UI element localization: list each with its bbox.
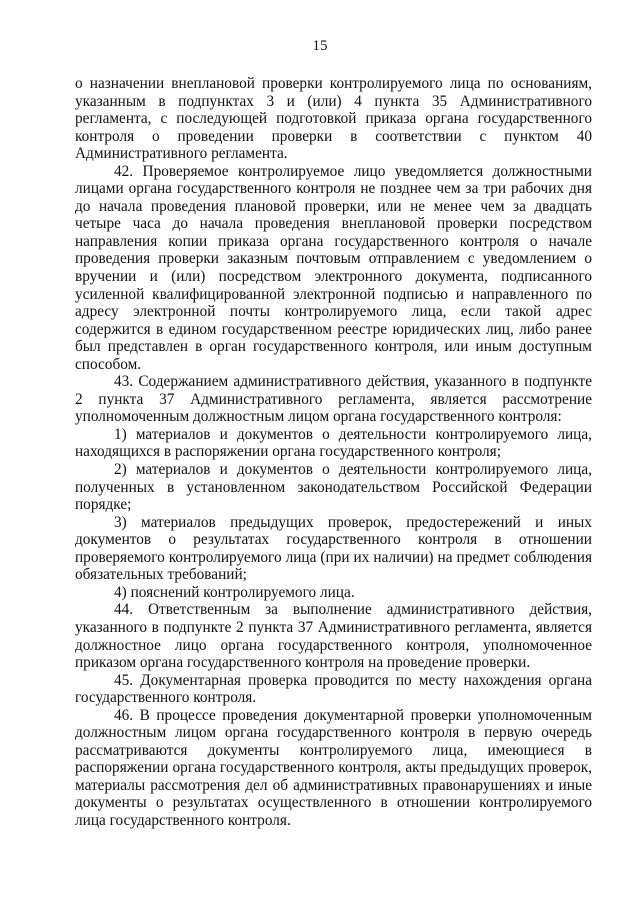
paragraph-42: 42. Проверяемое контролируемое лицо уведомляется должностными лицами органа государственного контроля не позднее чем за три рабочих дня до начала проведения плановой проверки, или не менее чем за двадцать четыре часа до начала проведения внеплановой проверки посредством направления копии приказа органа государственного контроля о начале проведения проверки заказным почтовым отправлением с уведомлением о вручении и (или) посредством электронного документа, подписанного усиленной квалифицированной электронной подписью и направленного по адресу электронной почты контролируемого лица, если такой адрес содержится в едином государственном реестре юридических лиц, либо ранее был представлен в орган государственного контроля, или иным доступным способом. bbox=[75, 162, 592, 373]
paragraph-43-item-4: 4) пояснений контролируемого лица. bbox=[114, 583, 355, 601]
paragraph-continuation: о назначении внеплановой проверки контролируемого лица по основаниям, указанным в подпунктах 3 и (или) 4 пункта 35 Административного регламента, с последующей подготовкой приказа органа государственного контроля о проведении проверки в соответствии с пунктом 40 Административного регламента. bbox=[75, 75, 592, 163]
document-body bbox=[75, 75, 592, 830]
paragraph-46: 46. В процессе проведения документарной проверки уполномоченным должностным лицом органа государственного контроля в первую очередь рассматриваются документы контролируемого лица, имеющиеся в распоряжении органа государственного контроля, акты предыдущих проверок, материалы рассмотрения дел об административных правонарушениях и иные документы о результатах осуществленного в отношении контролируемого лица государственного контроля. bbox=[75, 706, 592, 829]
paragraph-43-item-3: 3) материалов предыдущих проверок, предостережений и иных документов о результатах государственного контроля в отношении проверяемого контролируемого лица (при их наличии) на предмет соблюдения обязательных требований; bbox=[75, 513, 592, 584]
paragraph-43: 43. Содержанием административного действия, указанного в подпункте 2 пункта 37 Административного регламента, является рассмотрение уполномоченным должностным лицом органа государственного контроля: bbox=[75, 373, 592, 426]
paragraph-44: 44. Ответственным за выполнение административного действия, указанного в подпункте 2 пункта 37 Административного регламента, является должностное лицо органа государственного контроля, уполномоченное приказом органа государственного контроля на проведение проверки. bbox=[75, 601, 592, 672]
paragraph-45: 45. Документарная проверка проводится по месту нахождения органа государственного контроля. bbox=[75, 671, 592, 707]
page-number: 15 bbox=[312, 38, 328, 54]
paragraph-43-item-1: 1) материалов и документов о деятельности контролируемого лица, находящихся в распоряжении органа государственного контроля; bbox=[75, 425, 592, 461]
paragraph-43-item-2: 2) материалов и документов о деятельности контролируемого лица, полученных в установленном законодательством Российской Федерации порядке; bbox=[75, 461, 592, 514]
